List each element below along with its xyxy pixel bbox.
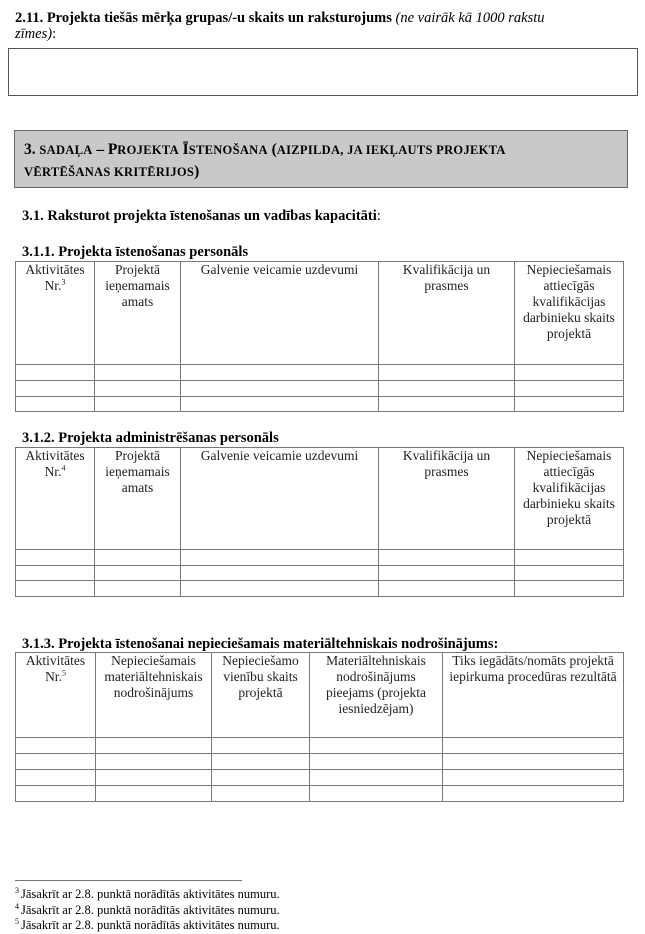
question-3-1-colon: : [376,208,381,224]
footnote-text: Jāsakrīt ar 2.8. punktā norādītās aktivitātes numuru. [21,903,280,917]
section-title-rest2: STENOŠANA [188,143,268,157]
footnote-number: 4 [15,901,19,911]
header-cell: Kvalifikācija un prasmes [379,262,515,365]
section-3-heading [14,130,628,188]
table-3-1-3-heading: 3.1.3. Projekta īstenošanai nepieciešamais materiāltehniskais nodrošinājums: [22,636,499,652]
table-cell[interactable] [515,381,624,397]
section-dash: – [96,141,105,158]
footnote-number: 3 [15,885,19,895]
footnote [15,903,280,918]
question-limit-line1: (ne vairāk kā 1000 rakstu [395,10,545,26]
section-note-line2: VĒRTĒŠANAS KRITĒRIJOS [24,165,195,179]
footnote [15,887,280,902]
question-3-1 [22,208,381,225]
table-cell[interactable] [515,397,624,412]
table-cell[interactable] [16,550,95,566]
table-row [16,365,624,381]
section-title-rest1: ROJEKTA [117,143,179,157]
table-row [16,770,624,786]
table-cell[interactable] [379,381,515,397]
question-title: Projekta tiešās mērķa grupas/-u skaits un raksturojums [46,10,392,26]
table-cell[interactable] [310,738,443,754]
table-header-row [16,448,624,550]
header-cell: Aktivitātes Nr.$^5$ [16,653,96,738]
table-cell[interactable] [16,397,95,412]
section-title-cap2: Ī [182,141,189,158]
section-paren-open: ( [271,141,277,158]
table-cell[interactable] [515,550,624,566]
footnote-divider [15,880,242,881]
table-cell[interactable] [95,397,181,412]
question-2-11 [15,10,625,42]
header-cell: Tiks iegādāts/nomāts projektā iepirkuma procedūras rezultātā [443,653,624,738]
table-cell[interactable] [443,738,624,754]
header-cell: Nepieciešamo vienību skaits projektā [212,653,310,738]
footnote-number: 5 [15,916,19,926]
table-3-1-1 [15,261,624,412]
table-cell[interactable] [16,581,95,597]
table-cell[interactable] [181,397,379,412]
table-cell[interactable] [212,770,310,786]
table-cell[interactable] [16,738,96,754]
table-row [16,581,624,597]
header-cell: Nepieciešamais attiecīgās kvalifikācijas darbinieku skaits projektā [515,262,624,365]
table-header-row [16,262,624,365]
table-cell[interactable] [515,365,624,381]
table-cell[interactable] [515,566,624,581]
section-note-line1: AIZPILDA, JA IEKĻAUTS PROJEKTA [276,143,506,157]
table-cell[interactable] [95,365,181,381]
question-number: 2.11. [15,10,44,26]
table-cell[interactable] [95,566,181,581]
table-row [16,381,624,397]
table-cell[interactable] [212,738,310,754]
table-cell[interactable] [212,786,310,802]
table-cell[interactable] [16,381,95,397]
section-word: SADAĻA [39,143,93,157]
footnote-text: Jāsakrīt ar 2.8. punktā norādītās aktivitātes numuru. [21,918,280,932]
table-cell[interactable] [181,550,379,566]
table-cell[interactable] [379,566,515,581]
question-3-1-text: 3.1. Raksturot projekta īstenošanas un vadības kapacitāti [22,208,377,224]
table-cell[interactable] [16,754,96,770]
table-3-1-2 [15,447,624,597]
table-cell[interactable] [310,754,443,770]
table-cell[interactable] [95,550,181,566]
table-3-1-1-heading: 3.1.1. Projekta īstenošanas personāls [22,244,249,260]
table-cell[interactable] [181,365,379,381]
answer-box-2-11[interactable] [8,48,638,96]
table-cell[interactable] [515,581,624,597]
header-cell: Nepieciešamais materiāltehniskais nodrošinājums [96,653,212,738]
footnote [15,918,280,933]
footnote-ref: 4 [61,463,66,473]
table-cell[interactable] [96,786,212,802]
table-cell[interactable] [310,770,443,786]
section-paren-close: ) [194,163,200,180]
table-row [16,397,624,412]
header-cell: Projektā ieņemamais amats [95,262,181,365]
table-cell[interactable] [16,770,96,786]
table-cell[interactable] [96,770,212,786]
section-number: 3. [24,141,36,158]
table-cell[interactable] [95,381,181,397]
header-cell: Materiāltehniskais nodrošinājums pieejams (projekta iesniedzējam) [310,653,443,738]
question-limit-line2: zīmes) [15,26,53,42]
table-row [16,550,624,566]
table-cell[interactable] [443,786,624,802]
footnote-ref: 5 [61,668,66,678]
table-3-1-3 [15,652,624,802]
footnote-text: Jāsakrīt ar 2.8. punktā norādītās aktivitātes numuru. [21,887,280,901]
header-cell: Projektā ieņemamais amats [95,448,181,550]
table-cell[interactable] [96,754,212,770]
question-colon: : [52,26,57,42]
header-cell: Galvenie veicamie uzdevumi [181,448,379,550]
header-cell: Aktivitātes Nr.$^4$ [16,448,95,550]
section-title-cap1: P [107,141,118,158]
table-cell[interactable] [379,550,515,566]
table-row [16,754,624,770]
header-cell: Galvenie veicamie uzdevumi [181,262,379,365]
table-cell[interactable] [96,738,212,754]
table-cell[interactable] [310,786,443,802]
table-cell[interactable] [16,365,95,381]
table-cell[interactable] [379,581,515,597]
table-cell[interactable] [181,381,379,397]
table-cell[interactable] [443,754,624,770]
table-cell[interactable] [212,754,310,770]
table-cell[interactable] [181,581,379,597]
table-cell[interactable] [379,365,515,381]
footnote-ref: 3 [61,277,66,287]
header-cell: Nepieciešamais attiecīgās kvalifikācijas darbinieku skaits projektā [515,448,624,550]
table-row [16,738,624,754]
table-cell[interactable] [16,566,95,581]
table-cell[interactable] [95,581,181,597]
header-cell: Aktivitātes Nr.$^3$ [16,262,95,365]
table-3-1-2-heading: 3.1.2. Projekta administrēšanas personāls [22,430,279,446]
header-cell: Kvalifikācija un prasmes [379,448,515,550]
table-cell[interactable] [181,566,379,581]
table-row [16,786,624,802]
table-cell[interactable] [379,397,515,412]
table-cell[interactable] [16,786,96,802]
table-row [16,566,624,581]
table-header-row [16,653,624,738]
table-cell[interactable] [443,770,624,786]
